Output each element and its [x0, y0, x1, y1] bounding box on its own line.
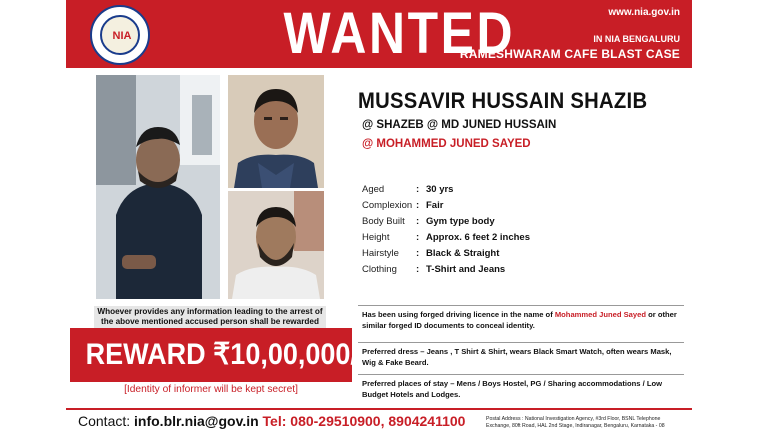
contact-email[interactable]: info.blr.nia@gov.in: [134, 413, 259, 429]
footer-divider: [66, 408, 692, 410]
attributes-table: [362, 181, 652, 277]
forged-name: Mohammed Juned Sayed: [554, 310, 646, 319]
postal-address: Postal Address : National Investigation Agency, #3rd Floor, BSNL Telephone Exchange, 80ft Road, HAL 2nd Stage, Indiranagar, Bengaluru, Karnataka - 08: [486, 416, 665, 429]
nia-emblem: [90, 5, 150, 65]
info-preferred-stay: Preferred places of stay – Mens / Boys Hostel, PG / Sharing accommodations / Low Budget Hotels and Lodges.: [358, 374, 684, 406]
info-forged-licence: Has been using forged driving licence in the name of Mohammed Juned Sayed or other similar forged ID documents to conceal identity.: [358, 305, 684, 341]
reward-amount: REWARD ₹10,00,000/-: [85, 338, 367, 371]
reward-notice: Whoever provides any information leading to the arrest of the above mentioned accused person shall be rewarded: [94, 306, 326, 328]
emblem-text: NIA: [112, 30, 132, 42]
informer-secrecy-note: [Identity of informer will be kept secret]: [124, 384, 298, 395]
attr-row: Aged : 30 yrs: [362, 183, 454, 195]
info-preferred-dress: Preferred dress – Jeans , T Shirt & Shirt, wears Black Smart Watch, often wears Mask, Wig & Fake Beard.: [358, 342, 684, 378]
suspect-name: MUSSAVIR HUSSAIN SHAZIB: [358, 88, 648, 113]
suspect-alias-1: @ SHAZEB @ MD JUNED HUSSAIN: [362, 119, 557, 131]
wanted-poster: [66, 0, 692, 443]
attr-row: Complexion : Fair: [362, 199, 444, 211]
suspect-alias-2: @ MOHAMMED JUNED SAYED: [362, 138, 531, 150]
attr-row: Body Built : Gym type body: [362, 215, 495, 227]
contact-phone[interactable]: Tel: 080-29510900, 8904241100: [262, 413, 466, 429]
header-banner: [66, 0, 692, 68]
case-name: RAMESHWARAM CAFE BLAST CASE: [459, 47, 680, 61]
cctv-photo: [96, 75, 220, 299]
reward-banner: [70, 328, 367, 382]
attr-row: Height : Approx. 6 feet 2 inches: [362, 231, 531, 243]
suspect-photo-1: [228, 75, 324, 188]
agency-location: IN NIA BENGALURU: [593, 34, 680, 44]
suspect-photo-2: [228, 191, 324, 299]
contact-line: Contact: info.blr.nia@gov.in Tel: 080-29510900, 8904241100: [78, 413, 466, 429]
attr-row: Hairstyle : Black & Straight: [362, 247, 500, 259]
website-link[interactable]: www.nia.gov.in: [608, 7, 680, 18]
attr-row: Clothing : T-Shirt and Jeans: [362, 263, 506, 275]
wanted-title: WANTED: [283, 1, 516, 66]
